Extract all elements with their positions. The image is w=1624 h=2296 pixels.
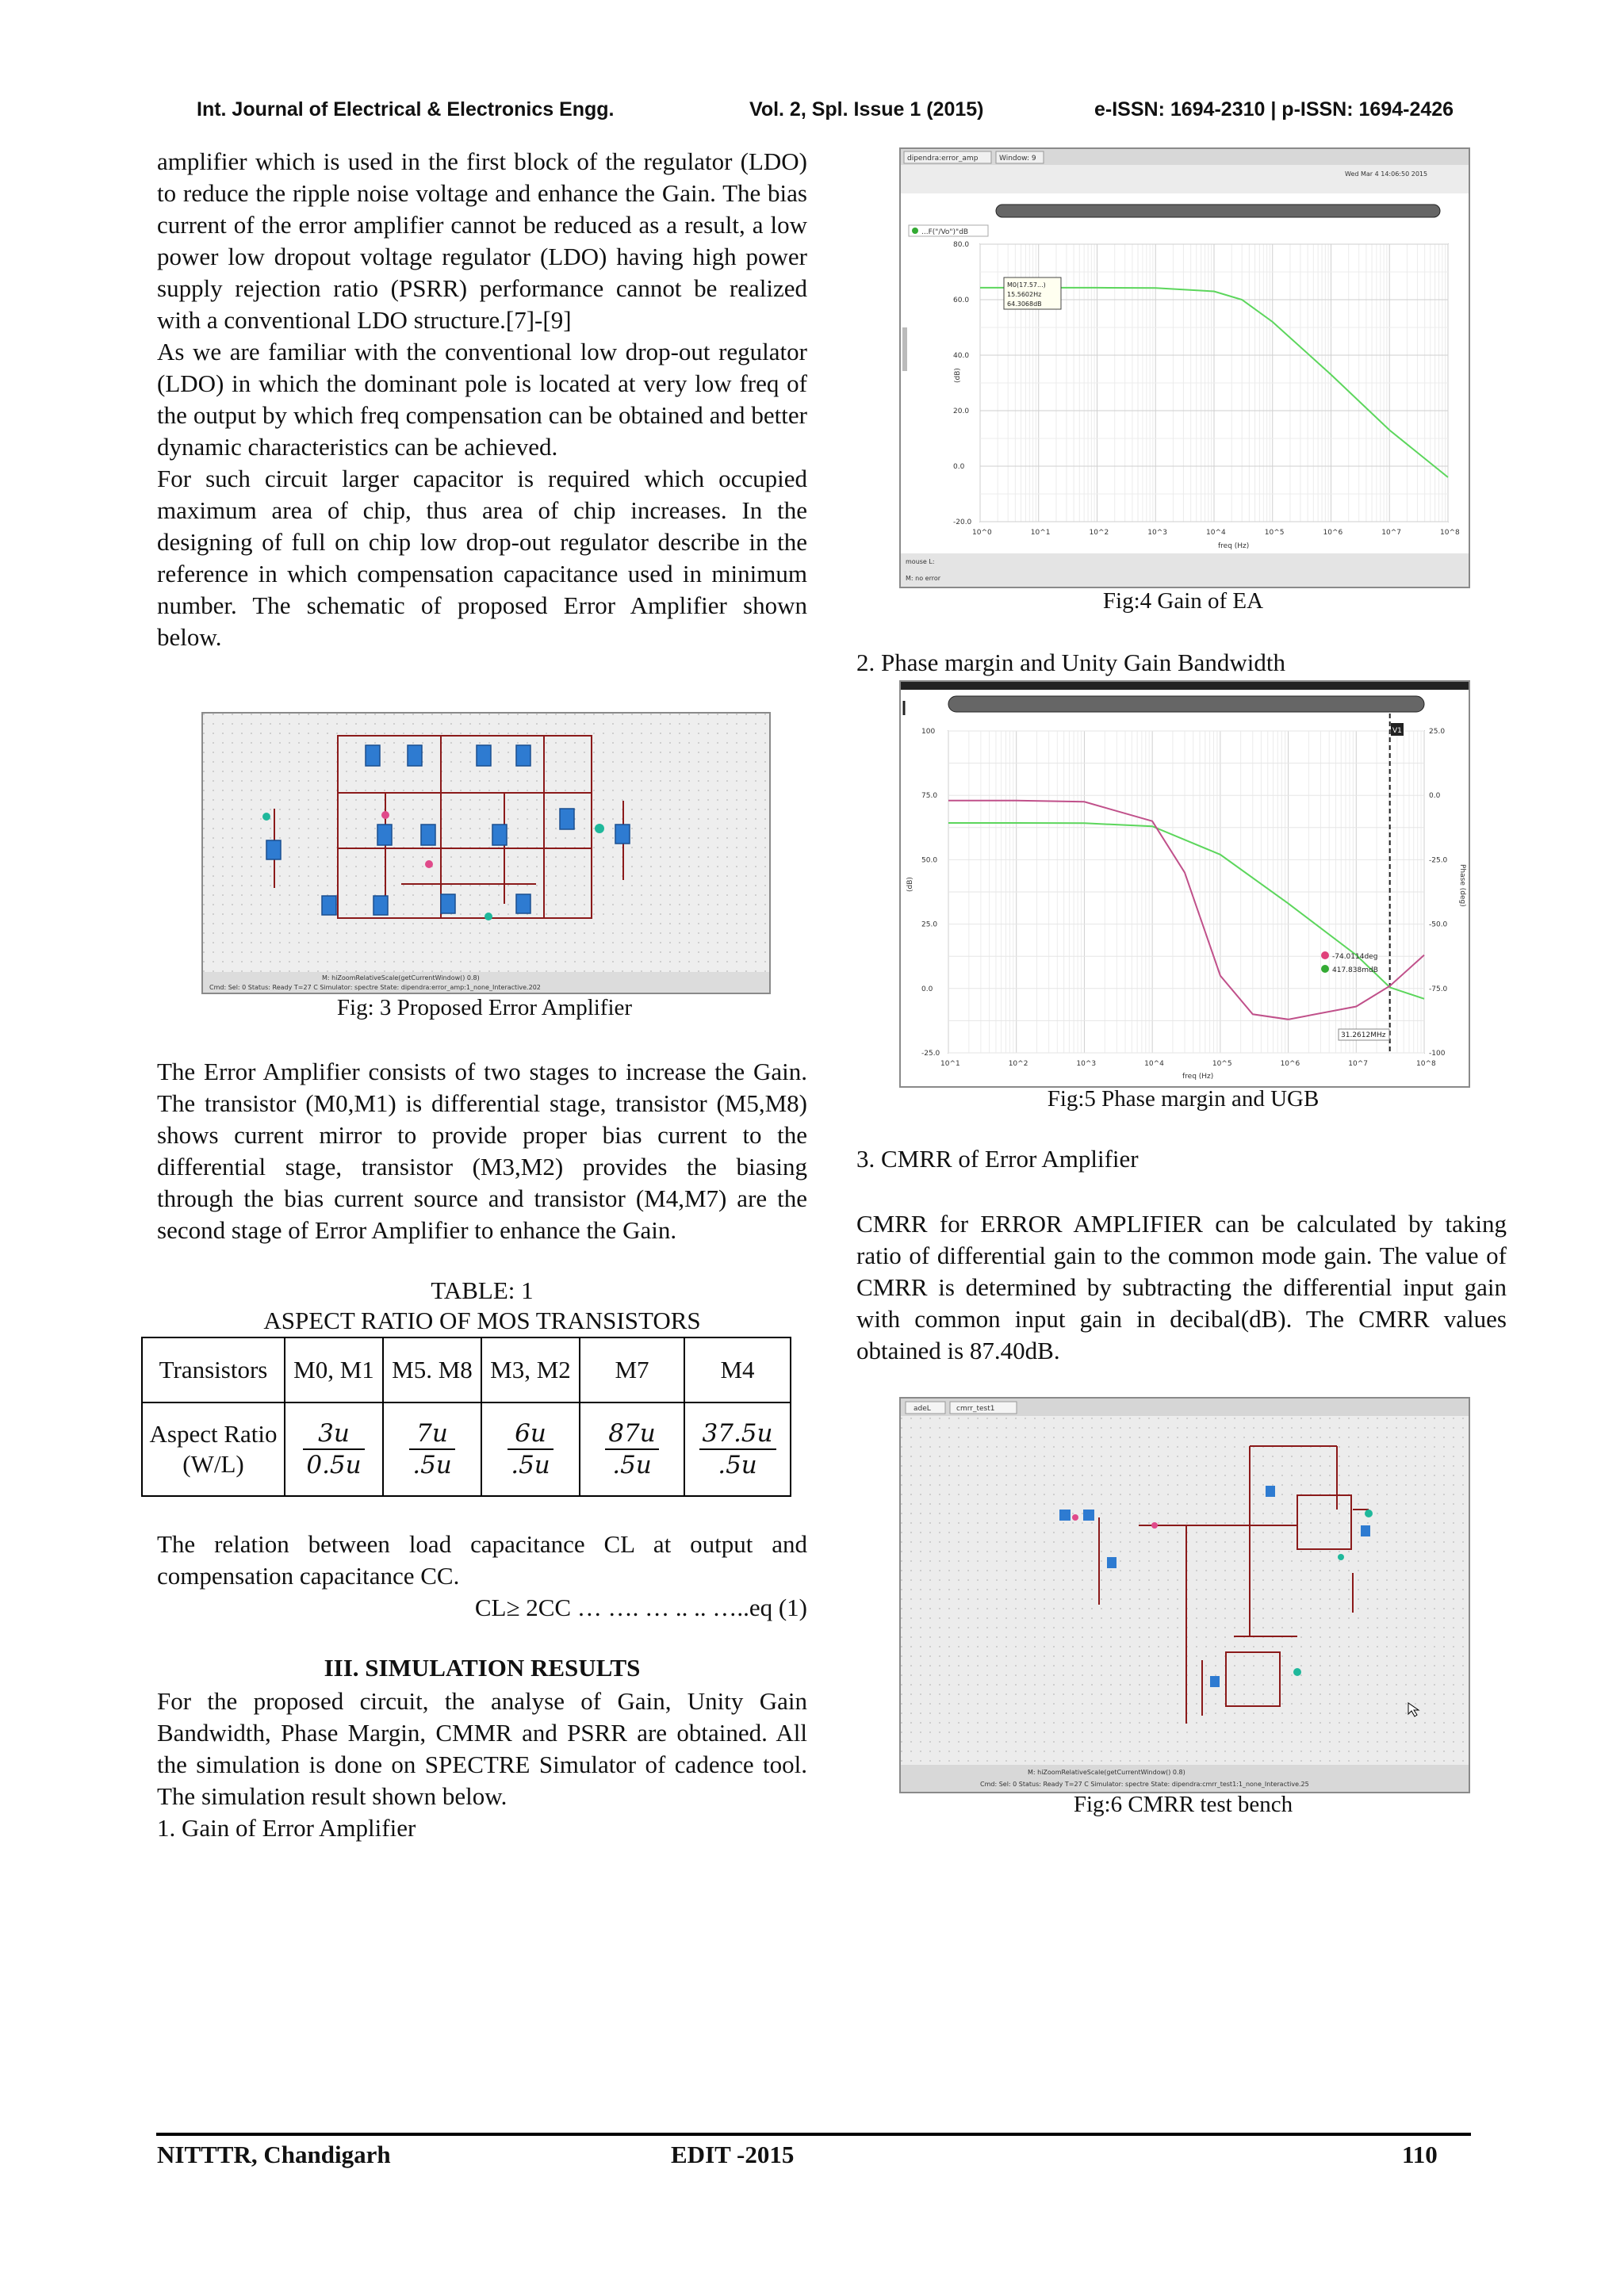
fig5-xtick: 10^7: [1348, 1060, 1369, 1068]
fig4-ytick: 0.0: [953, 463, 965, 471]
fig4-xtick: 10^5: [1264, 529, 1285, 537]
fig4-ytick: -20.0: [953, 519, 972, 526]
fig4-marker-value: 15.5602Hz: [1007, 291, 1042, 298]
left-text-mid: [157, 1056, 807, 1246]
item-cmrr: 3. CMRR of Error Amplifier: [856, 1145, 1139, 1173]
fig6-status-line2: Cmd: Sel: 0 Status: Ready T=27 C Simulator: spectre State: dipendra:cmrr_test1:1_none_Interactive.25: [980, 1781, 1309, 1788]
section-heading: III. SIMULATION RESULTS: [324, 1654, 641, 1682]
fig4-xtick: 10^0: [972, 529, 992, 537]
right-text-cmrr: [856, 1208, 1507, 1367]
ratio-width: 3u: [303, 1418, 364, 1450]
table-title-1: TABLE: 1: [431, 1276, 534, 1304]
fig4-xtick: 10^4: [1206, 529, 1226, 537]
paragraph: As we are familiar with the conventional low drop-out regulator (LDO) in which the dominant pole is located at very low freq of the output by which freq compensation can be obtained and better dynamic characteristics can be achieved.: [157, 338, 807, 461]
left-text-top: [157, 146, 807, 653]
fig5-caption: Fig:5 Phase margin and UGB: [1047, 1086, 1320, 1112]
journal-name: Int. Journal of Electrical & Electronics Engg.: [197, 98, 615, 121]
fig5-ytick-right: -25.0: [1429, 856, 1448, 865]
fig4-legend: ...F("/Vo")"dB: [921, 228, 969, 236]
fig6-cmrr-testbench: [899, 1397, 1470, 1793]
fig4-ytick: 60.0: [953, 297, 970, 304]
fig5-ugb-label: 31.2612MHz: [1341, 1031, 1386, 1039]
fig4-tab-label: Window: 9: [999, 155, 1036, 163]
fig3-schematic: [201, 712, 771, 994]
fig4-ytick: 80.0: [953, 241, 970, 249]
fig6-tab-label: cmrr_test1: [956, 1405, 995, 1413]
fig3-status-line2: Cmd: Sel: 0 Status: Ready T=27 C Simulator: spectre State: dipendra:error_amp:1_none_Interactive.202: [209, 984, 541, 991]
table-cell: [580, 1402, 684, 1496]
table-header-cell: M4: [684, 1337, 791, 1402]
aspect-ratio-table: [141, 1337, 791, 1497]
fig5-chart: [901, 682, 1469, 1086]
fig4-ytick: 20.0: [953, 408, 970, 415]
fig5-ylabel-left: (dB): [906, 877, 914, 892]
fig5-ytick-left: 0.0: [921, 985, 933, 993]
page-number: 110: [1402, 2141, 1438, 2168]
fig5-xtick: 10^4: [1144, 1060, 1164, 1068]
paragraph: amplifier which is used in the first block of the regulator (LDO) to reduce the ripple noise voltage and enhance the Gain. The bias current of the error amplifier cannot be reduced as a result, a low power low dropout voltage regulator (LDO) having high power supply rejection ratio (PSRR) performance cannot be realized with a conventional LDO structure.[7]-[9]: [157, 147, 807, 334]
fig5-xtick: 10^2: [1008, 1060, 1028, 1068]
fig4-gain-plot-window: [899, 147, 1470, 588]
fig6-tab-label: adeL: [914, 1405, 931, 1413]
issn-info: e-ISSN: 1694-2310 | p-ISSN: 1694-2426: [1094, 98, 1454, 121]
ratio-length: .5u: [412, 1451, 452, 1479]
fig5-gain-marker: [1321, 965, 1329, 973]
fig4-xtick: 10^7: [1381, 529, 1401, 537]
fig5-ytick-right: -100: [1429, 1050, 1446, 1058]
paragraph: CMRR for ERROR AMPLIFIER can be calculated by taking ratio of differential gain to the common mode gain. The value of CMRR is determined by subtracting the differential input gain with common input gain in decibal(dB). The CMRR values obtained is 87.40dB.: [856, 1210, 1507, 1364]
fig5-ytick-left: 50.0: [921, 856, 938, 865]
fig4-xtick: 10^1: [1030, 529, 1051, 537]
table-header-cell: M5. M8: [383, 1337, 481, 1402]
fig5-ytick-left: -25.0: [921, 1050, 940, 1058]
fig5-xtick: 10^3: [1076, 1060, 1097, 1068]
fig5-xtick: 10^1: [940, 1060, 960, 1068]
ratio-length: .5u: [718, 1451, 757, 1479]
fig5-ytick-right: -75.0: [1429, 985, 1448, 993]
ratio-length: .5u: [511, 1451, 550, 1479]
item-phase-margin: 2. Phase margin and Unity Gain Bandwidth: [856, 649, 1286, 676]
paragraph: For the proposed circuit, the analyse of Gain, Unity Gain Bandwidth, Phase Margin, CMMR and PSRR are obtained. All the simulation is done on SPECTRE Simulator of cadence tool. The simulation result shown below.: [157, 1687, 807, 1810]
fig4-status2: M: no error: [906, 575, 941, 582]
ratio-width: 87u: [605, 1418, 658, 1450]
left-text-relation: [157, 1529, 807, 1592]
footer-conference: EDIT -2015: [671, 2141, 795, 2168]
fig4-caption: Fig:4 Gain of EA: [1102, 588, 1264, 614]
paragraph: For such circuit larger capacitor is required which occupied maximum area of chip, thus area of chip increases. In the designing of full on chip low drop-out regulator describe in the reference in which compensation capacitance used in minimum number. The schematic of proposed Error Amplifier shown below.: [157, 465, 807, 651]
fig5-phase-marker: [1321, 951, 1329, 959]
fig4-xtick: 10^8: [1440, 529, 1460, 537]
paragraph: The Error Amplifier consists of two stages to increase the Gain. The transistor (M0,M1) is differential stage, transistor (M5,M8) shows current mirror to provide proper bias current to the differential stage, transistor (M3,M2) provides the biasing through the bias current source and transistor (M4,M7) are the second stage of Error Amplifier to enhance the Gain.: [157, 1058, 807, 1244]
fig6-schematic: [901, 1399, 1469, 1792]
schematic-drawing: [203, 714, 769, 993]
fig5-gain-marker-label: 417.838mdB: [1332, 966, 1378, 974]
table-header-cell: M3, M2: [481, 1337, 580, 1402]
table-row: [142, 1402, 791, 1496]
paragraph: The relation between load capacitance CL at output and compensation capacitance CC.: [157, 1530, 807, 1590]
fig5-ytick-left: 75.0: [921, 792, 938, 801]
footer-institute: NITTTR, Chandigarh: [157, 2141, 391, 2168]
fig4-xtick: 10^3: [1147, 529, 1167, 537]
fig6-status-line: M: hiZoomRelativeScale(getCurrentWindow() 0.8): [1028, 1769, 1185, 1776]
fig5-ytick-right: 0.0: [1429, 792, 1441, 801]
table-row-label: Aspect Ratio (W/L): [142, 1402, 285, 1496]
fig4-tab-label: dipendra:error_amp: [907, 155, 979, 163]
fig4-xlabel: freq (Hz): [1218, 542, 1250, 550]
ratio-length: .5u: [612, 1451, 652, 1479]
table-header-cell: Transistors: [142, 1337, 285, 1402]
fig4-xtick: 10^6: [1323, 529, 1343, 537]
fig5-ytick-left: 25.0: [921, 920, 938, 929]
fig5-xtick: 10^6: [1280, 1060, 1300, 1068]
fig4-ylabel: (dB): [954, 368, 962, 383]
ratio-width: 6u: [508, 1418, 553, 1450]
fig5-ytick-right: -50.0: [1429, 920, 1448, 929]
footer-rule: [156, 2133, 1471, 2136]
list-item: 1. Gain of Error Amplifier: [157, 1814, 416, 1842]
ratio-width: 37.5u: [699, 1418, 776, 1450]
table-cell: [285, 1402, 383, 1496]
fig4-marker-value: 64.3068dB: [1007, 300, 1042, 308]
table-title-2: ASPECT RATIO OF MOS TRANSISTORS: [263, 1307, 701, 1334]
table-cell: [481, 1402, 580, 1496]
fig5-phase-marker-label: -74.0114deg: [1332, 953, 1378, 961]
left-text-bottom: [157, 1686, 807, 1844]
fig5-ytick-left: 100: [921, 728, 936, 736]
table-cell: [684, 1402, 791, 1496]
fig6-caption: Fig:6 CMRR test bench: [1073, 1792, 1293, 1817]
ratio-length: 0.5u: [306, 1451, 362, 1479]
fig5-cursor-label: V1: [1392, 727, 1402, 735]
fig3-status-line: M: hiZoomRelativeScale(getCurrentWindow() 0.8): [322, 974, 480, 982]
fig3-caption: Fig: 3 Proposed Error Amplifier: [336, 995, 633, 1020]
fig5-xlabel: freq (Hz): [1182, 1073, 1214, 1081]
table-header-cell: M7: [580, 1337, 684, 1402]
table-header-cell: M0, M1: [285, 1337, 383, 1402]
fig5-xtick: 10^5: [1212, 1060, 1232, 1068]
fig5-xtick: 10^8: [1416, 1060, 1436, 1068]
fig5-ylabel-right: Phase (deg): [1458, 864, 1466, 907]
fig4-date: Wed Mar 4 14:06:50 2015: [1345, 170, 1428, 178]
fig4-status: mouse L:: [906, 558, 935, 565]
equation-1: CL≥ 2CC … …. … .. .. …..eq (1): [474, 1594, 807, 1621]
fig4-chart: [901, 149, 1469, 587]
fig5-phase-plot-window: [899, 680, 1470, 1088]
fig4-ytick: 40.0: [953, 352, 970, 360]
ratio-width: 7u: [409, 1418, 455, 1450]
table-cell: [383, 1402, 481, 1496]
volume-info: Vol. 2, Spl. Issue 1 (2015): [749, 98, 984, 121]
fig4-marker-label: M0(17.57...): [1007, 281, 1046, 289]
fig4-xtick: 10^2: [1089, 529, 1109, 537]
table-header-row: [142, 1337, 791, 1402]
fig5-ytick-right: 25.0: [1429, 728, 1446, 736]
